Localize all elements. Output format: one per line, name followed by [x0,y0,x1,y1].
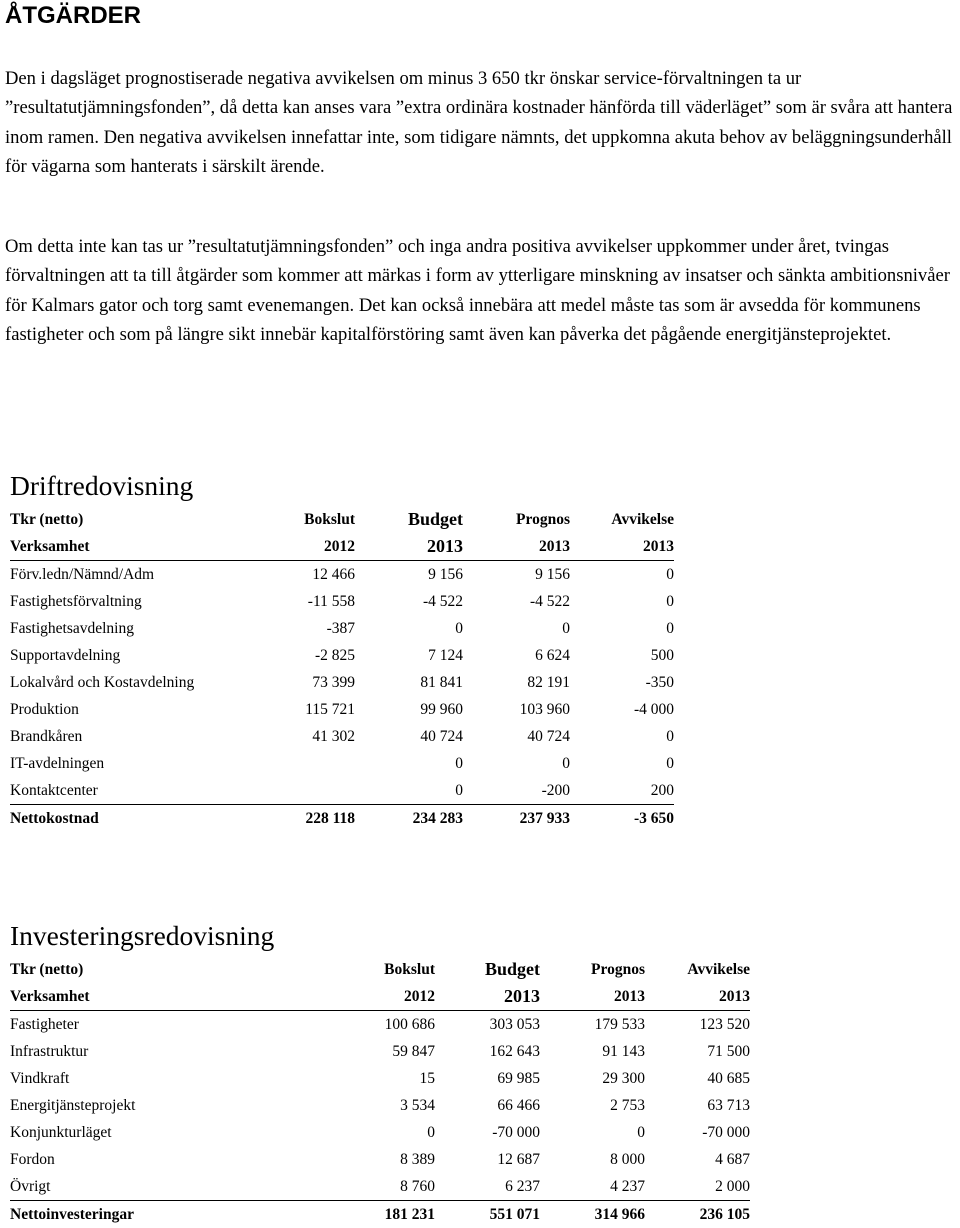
table-row [10,723,674,750]
cell-value: 12 466 [240,561,355,589]
cell-value: 0 [570,561,674,589]
row-label: Fordon [10,1146,260,1173]
cell-value: 200 [570,777,674,805]
cell-value: 234 283 [355,805,463,833]
cell-value: 123 520 [645,1011,750,1039]
cell-value: 4 237 [540,1173,645,1201]
budget-header: Budget [408,509,463,529]
row-label: Nettoinvesteringar [10,1201,260,1228]
table-row [10,696,674,723]
row-label: Infrastruktur [10,1038,260,1065]
cell-value: 179 533 [540,1011,645,1039]
cell-value: 81 841 [355,669,463,696]
cell-value: 551 071 [435,1201,540,1228]
table-header-row [10,983,750,1011]
cell-value: 66 466 [435,1092,540,1119]
table-row [10,1092,750,1119]
cell-value: -11 558 [240,588,355,615]
table-header-row [10,956,750,983]
page-heading: ÅTGÄRDER [5,2,141,30]
invest-table [10,956,750,1228]
row-label: Nettokostnad [10,805,240,833]
cell-value: 4 687 [645,1146,750,1173]
cell-value: 0 [355,750,463,777]
cell-value: 0 [540,1119,645,1146]
table-row [10,1146,750,1173]
cell-value: -387 [240,615,355,642]
drift-title: Driftredovisning [10,470,193,502]
cell-value: Prognos [463,506,570,533]
cell-value: 91 143 [540,1038,645,1065]
cell-value: 3 534 [260,1092,435,1119]
cell-value: 162 643 [435,1038,540,1065]
row-label: Förv.ledn/Nämnd/Adm [10,561,240,589]
cell-value: -4 522 [355,588,463,615]
invest-title: Investeringsredovisning [10,920,274,952]
cell-value: 115 721 [240,696,355,723]
cell-value: 0 [570,750,674,777]
cell-value: 73 399 [240,669,355,696]
cell-value: 100 686 [260,1011,435,1039]
cell-value: 7 124 [355,642,463,669]
cell-value: -2 825 [240,642,355,669]
row-label: Tkr (netto) [10,956,260,983]
cell-value: 41 302 [240,723,355,750]
cell-value: 0 [570,615,674,642]
cell-value: -200 [463,777,570,805]
table-row [10,1065,750,1092]
cell-value: -4 000 [570,696,674,723]
cell-value: 228 118 [240,805,355,833]
cell-value: 29 300 [540,1065,645,1092]
cell-value [435,983,540,1011]
cell-value: 2 753 [540,1092,645,1119]
table-row [10,561,674,589]
budget-header: 2013 [504,986,540,1006]
cell-value: 0 [355,615,463,642]
row-label: Tkr (netto) [10,506,240,533]
row-label: Kontaktcenter [10,777,240,805]
cell-value: 2013 [463,533,570,561]
cell-value: 9 156 [463,561,570,589]
table-row [10,777,674,805]
table-row [10,1119,750,1146]
table-row [10,588,674,615]
cell-value: Bokslut [240,506,355,533]
cell-value: -4 522 [463,588,570,615]
cell-value: 0 [260,1119,435,1146]
cell-value: 0 [570,588,674,615]
cell-value: -70 000 [645,1119,750,1146]
row-label: Supportavdelning [10,642,240,669]
cell-value: 9 156 [355,561,463,589]
cell-value: Prognos [540,956,645,983]
cell-value: 8 760 [260,1173,435,1201]
cell-value: 6 237 [435,1173,540,1201]
table-row [10,615,674,642]
row-label: Energitjänsteprojekt [10,1092,260,1119]
cell-value: 59 847 [260,1038,435,1065]
cell-value [240,777,355,805]
cell-value: 2012 [240,533,355,561]
cell-value: 0 [463,615,570,642]
cell-value: 15 [260,1065,435,1092]
table-total-row [10,1201,750,1228]
table-header-row [10,506,674,533]
cell-value: 237 933 [463,805,570,833]
row-label: Verksamhet [10,533,240,561]
cell-value: 2013 [570,533,674,561]
table-row [10,669,674,696]
row-label: Övrigt [10,1173,260,1201]
cell-value: 236 105 [645,1201,750,1228]
table-total-row [10,805,674,833]
cell-value: Bokslut [260,956,435,983]
cell-value: 40 724 [355,723,463,750]
cell-value: 99 960 [355,696,463,723]
cell-value: 63 713 [645,1092,750,1119]
drift-table [10,506,674,832]
cell-value [355,533,463,561]
row-label: Brandkåren [10,723,240,750]
cell-value: -70 000 [435,1119,540,1146]
paragraph-2: Om detta inte kan tas ur ”resultatutjämningsfonden” och inga andra positiva avvikelser uppkommer under året, tvingas förvaltningen att ta till åtgärder som kommer att märkas i form av ytterligare minskning av insatser och sänkta ambitionsnivåer för Kalmars gator och torg samt evenemangen. Det kan också innebära att medel måste tas som är avsedda för kommunens fastigheter och som på längre sikt innebär kapitalförstöring samt även kan påverka det pågående energitjänsteprojektet. [5,232,955,350]
cell-value: 40 724 [463,723,570,750]
cell-value: 314 966 [540,1201,645,1228]
cell-value: 181 231 [260,1201,435,1228]
row-label: Lokalvård och Kostavdelning [10,669,240,696]
row-label: Fastighetsavdelning [10,615,240,642]
cell-value: 6 624 [463,642,570,669]
cell-value: Avvikelse [570,506,674,533]
cell-value: -350 [570,669,674,696]
table-row [10,1011,750,1039]
cell-value: 8 000 [540,1146,645,1173]
cell-value: 69 985 [435,1065,540,1092]
cell-value [240,750,355,777]
row-label: Produktion [10,696,240,723]
cell-value: 303 053 [435,1011,540,1039]
cell-value: 82 191 [463,669,570,696]
cell-value: 71 500 [645,1038,750,1065]
cell-value [355,506,463,533]
cell-value: 2012 [260,983,435,1011]
row-label: Fastighetsförvaltning [10,588,240,615]
table-row [10,750,674,777]
cell-value: 0 [463,750,570,777]
cell-value: 2013 [645,983,750,1011]
cell-value: 8 389 [260,1146,435,1173]
budget-header: 2013 [427,536,463,556]
cell-value: 2013 [540,983,645,1011]
row-label: Verksamhet [10,983,260,1011]
cell-value: 103 960 [463,696,570,723]
row-label: Fastigheter [10,1011,260,1039]
table-header-row [10,533,674,561]
budget-header: Budget [485,959,540,979]
cell-value: 2 000 [645,1173,750,1201]
cell-value: 0 [570,723,674,750]
cell-value [435,956,540,983]
cell-value: 40 685 [645,1065,750,1092]
row-label: Konjunkturläget [10,1119,260,1146]
paragraph-1: Den i dagsläget prognostiserade negativa avvikelsen om minus 3 650 tkr önskar service-förvaltningen ta ur ”resultatutjämningsfonden”, då detta kan anses vara ”extra ordinära kostnader hänförda till väderläget” som är svåra att hantera inom ramen. Den negativa avvikelsen innefattar inte, som tidigare nämnts, det uppkomna akuta behov av beläggningsunderhåll för vägarna som hanterats i särskilt ärende. [5,64,955,182]
table-row [10,1173,750,1201]
cell-value: Avvikelse [645,956,750,983]
cell-value: 500 [570,642,674,669]
cell-value: -3 650 [570,805,674,833]
table-row [10,642,674,669]
row-label: IT-avdelningen [10,750,240,777]
cell-value: 12 687 [435,1146,540,1173]
cell-value: 0 [355,777,463,805]
row-label: Vindkraft [10,1065,260,1092]
table-row [10,1038,750,1065]
